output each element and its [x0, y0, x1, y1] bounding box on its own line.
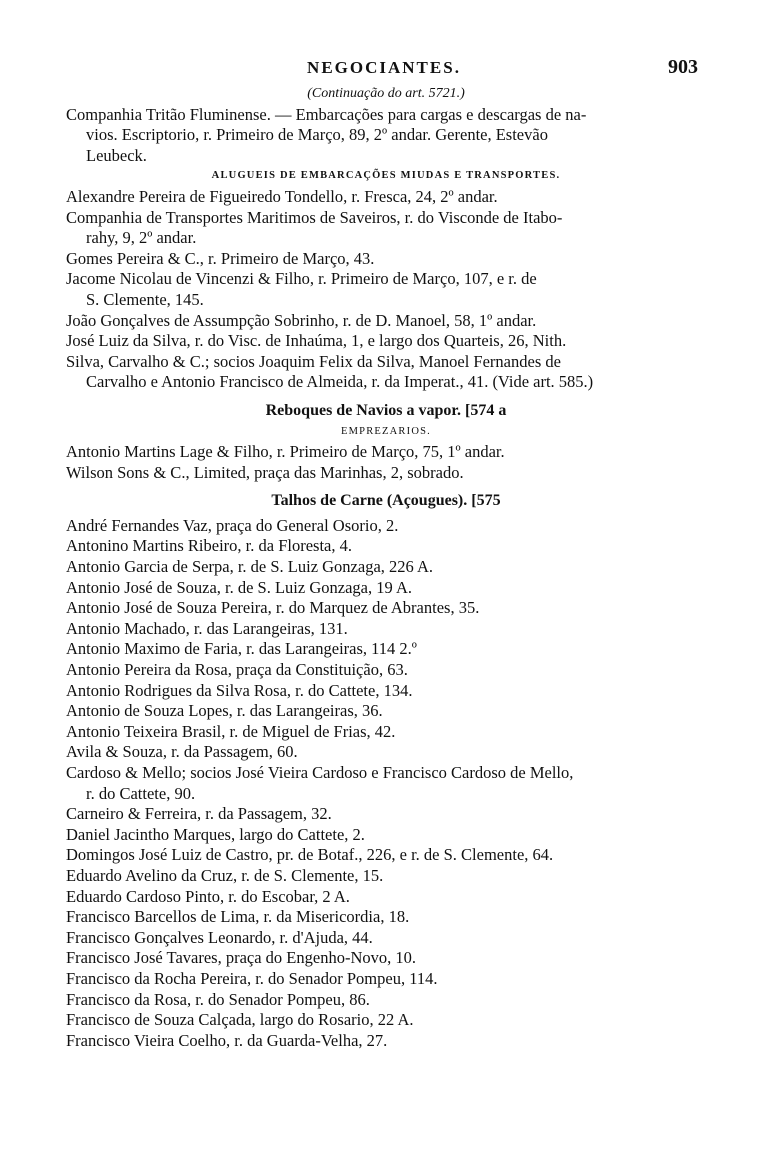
section-heading-talhos: Talhos de Carne (Açougues). [575 — [271, 492, 501, 510]
entry-line: Antonio Pereira da Rosa, praça da Constituição, 63. — [66, 660, 408, 680]
entry-line: Francisco de Souza Calçada, largo do Rosario, 22 A. — [66, 1010, 414, 1030]
entry-line: r. do Cattete, 90. — [86, 783, 196, 803]
entry-line: Silva, Carvalho & C.; socios Joaquim Felix da Silva, Manoel Fernandes de — [66, 351, 561, 371]
entry-line: Carneiro & Ferreira, r. da Passagem, 32. — [66, 804, 332, 824]
alugueis-list — [66, 187, 706, 393]
entry-line: Cardoso & Mello; socios José Vieira Cardoso e Francisco Cardoso de Mello, — [66, 763, 574, 782]
subheading-alugueis: ALUGUEIS DE EMBARCAÇÕES MIUDAS E TRANSPORTES. — [211, 170, 561, 182]
entry-line: vios. Escriptorio, r. Primeiro de Março, 89, 2º andar. Gerente, Estevão — [86, 125, 548, 145]
entry-line: Antonio Rodrigues da Silva Rosa, r. do Cattete, 134. — [66, 680, 413, 700]
entry-line: Francisco da Rocha Pereira, r. do Senador Pompeu, 114. — [66, 968, 438, 988]
entry-line: Francisco José Tavares, praça do Engenho-Novo, 10. — [66, 948, 416, 968]
entry-line: Antonio Teixeira Brasil, r. de Miguel de Frias, 42. — [66, 721, 396, 741]
page-content — [66, 84, 706, 1051]
entry-line: Antonio Garcia de Serpa, r. de S. Luiz Gonzaga, 226 A. — [66, 557, 434, 577]
running-title: NEGOCIANTES. — [307, 58, 461, 77]
entry-line: Carvalho e Antonio Francisco de Almeida, r. da Imperat., 41. (Vide art. 585.) — [86, 372, 594, 392]
continuation-note: (Continuação do art. 5721.) — [307, 86, 465, 101]
entry-line: Alexandre Pereira de Figueiredo Tondello, r. Fresca, 24, 2º andar. — [66, 186, 498, 206]
talhos-list — [66, 516, 706, 1051]
entry-line: Jacome Nicolau de Vincenzi & Filho, r. Primeiro de Março, 107, e r. de — [66, 269, 537, 289]
section-heading-reboques: Reboques de Navios a vapor. [574 a — [265, 401, 507, 419]
page-number: 903 — [668, 56, 698, 78]
entry-line: rahy, 9, 2º andar. — [86, 228, 197, 248]
entry-line: Antonio José de Souza Pereira, r. do Marquez de Abrantes, 35. — [66, 598, 480, 618]
entry-line: André Fernandes Vaz, praça do General Osorio, 2. — [66, 515, 399, 535]
entry-line: Francisco Gonçalves Leonardo, r. d'Ajuda, 44. — [66, 927, 373, 947]
entry-line: Eduardo Avelino da Cruz, r. de S. Clemente, 15. — [66, 865, 384, 885]
entry-line: Francisco da Rosa, r. do Senador Pompeu, 86. — [66, 989, 370, 1009]
entry-line: José Luiz da Silva, r. do Visc. de Inhaúma, 1, e largo dos Quarteis, 26, Nith. — [66, 331, 567, 351]
entry-line: Daniel Jacintho Marques, largo do Cattete, 2. — [66, 824, 365, 844]
entry-line: Domingos José Luiz de Castro, pr. de Botaf., 226, e r. de S. Clemente, 64. — [66, 845, 554, 865]
entry-line: Avila & Souza, r. da Passagem, 60. — [66, 742, 298, 762]
entry-line: Antonino Martins Ribeiro, r. da Floresta, 4. — [66, 536, 352, 556]
entry-line: Antonio Maximo de Faria, r. das Larangeiras, 114 2.º — [66, 639, 417, 659]
entry-line: João Gonçalves de Assumpção Sobrinho, r. de D. Manoel, 58, 1º andar. — [66, 310, 537, 330]
entry-line: Wilson Sons & C., Limited, praça das Marinhas, 2, sobrado. — [66, 462, 464, 482]
entry-line: Francisco Barcellos de Lima, r. da Misericordia, 18. — [66, 907, 410, 927]
entry-line: Companhia de Transportes Maritimos de Saveiros, r. do Visconde de Itabo- — [66, 207, 563, 227]
entry-line: S. Clemente, 145. — [86, 289, 204, 309]
entry-line: Gomes Pereira & C., r. Primeiro de Março, 43. — [66, 248, 375, 268]
subheading-emprezarios: EMPREZARIOS. — [341, 425, 431, 437]
page-header — [0, 58, 768, 82]
entry-line: Francisco Vieira Coelho, r. da Guarda-Velha, 27. — [66, 1030, 388, 1050]
entry-line: Antonio José de Souza, r. de S. Luiz Gonzaga, 19 A. — [66, 577, 412, 597]
entry-line: Antonio de Souza Lopes, r. das Larangeiras, 36. — [66, 701, 383, 721]
entry-line: Antonio Martins Lage & Filho, r. Primeiro de Março, 75, 1º andar. — [66, 442, 505, 462]
entry-line: Leubeck. — [86, 145, 147, 165]
entry-line: Companhia Tritão Fluminense. — Embarcações para cargas e descargas de na- — [66, 104, 587, 124]
entry-line: Antonio Machado, r. das Larangeiras, 131. — [66, 618, 348, 638]
entry-line: Eduardo Cardoso Pinto, r. do Escobar, 2 A. — [66, 886, 350, 906]
tritao-entry — [66, 105, 706, 167]
reboques-list — [66, 442, 706, 483]
